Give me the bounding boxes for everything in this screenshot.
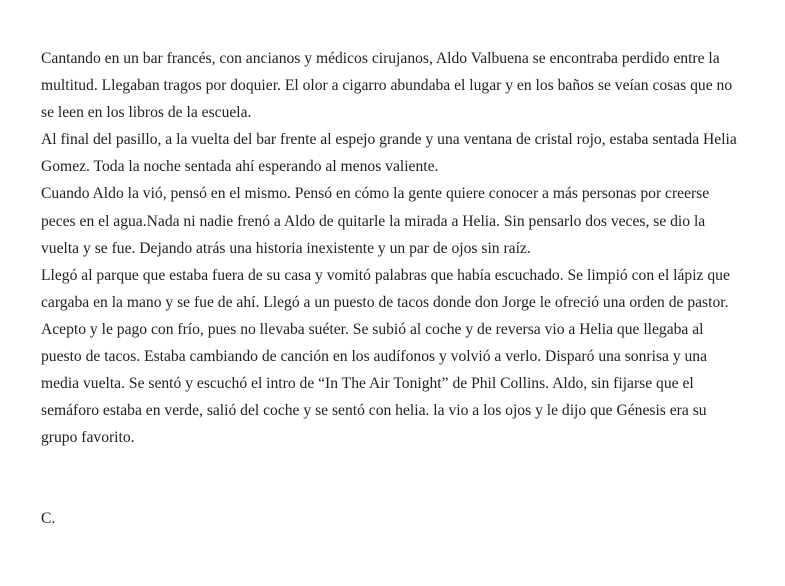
signature: C.	[41, 510, 56, 527]
document-body	[41, 45, 746, 451]
paragraph-3: Cuando Aldo la vió, pensó en el mismo. Pensó en cómo la gente quiere conocer a más personas por creerse peces en el agua.Nada ni nadie frenó a Aldo de quitarle la mirada a Helia. Sin pensarlo dos veces, se dio la vuelta y se fue. Dejando atrás una historia inexistente y un par de ojos sin raíz.	[41, 185, 710, 257]
paragraph-2: Al final del pasillo, a la vuelta del bar frente al espejo grande y una ventana de cristal rojo, estaba sentada Helia Gomez. Toda la noche sentada ahí esperando al menos valiente.	[41, 131, 737, 176]
paragraph-4: Llegó al parque que estaba fuera de su casa y vomitó palabras que había escuchado. Se limpió con el lápiz que cargaba en la mano y se fue de ahí. Llegó a un puesto de tacos donde don Jorge le ofreció una orden de pastor. Acepto y le pago con frío, pues no llevaba suéter. Se subió al coche y de reversa vio a Helia que llegaba al puesto de tacos. Estaba cambiando de canción en los audífonos y volvió a verlo. Disparó una sonrisa y una media vuelta. Se sentó y escuchó el intro de “In The Air Tonight” de Phil Collins. Aldo, sin fijarse que el semáforo estaba en verde, salió del coche y se sentó con helia. la vio a los ojos y le dijo que Génesis era su grupo favorito.	[41, 266, 730, 447]
paragraph-1: Cantando en un bar francés, con ancianos y médicos cirujanos, Aldo Valbuena se encontraba perdido entre la multitud. Llegaban tragos por doquier. El olor a cigarro abundaba el lugar y en los baños se veían cosas que no se leen en los libros de la escuela.	[41, 50, 733, 122]
